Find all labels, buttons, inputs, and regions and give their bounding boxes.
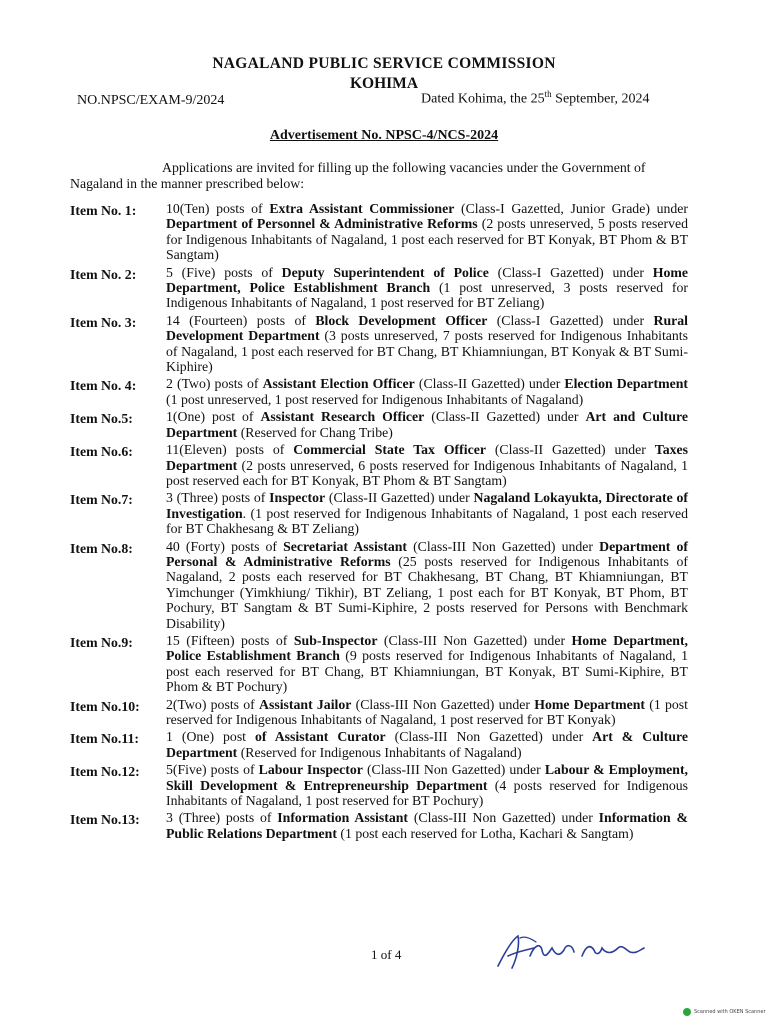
item-emphasis: Election Department	[564, 376, 688, 392]
item-emphasis: Labour Inspector	[258, 762, 363, 778]
item-emphasis: Extra Assistant Commissioner	[269, 201, 455, 216]
date-suffix: September, 2024	[551, 91, 650, 107]
item-emphasis: Information & Public Relations Department	[166, 810, 688, 841]
item-emphasis: Department of Personnel & Administrative Reforms	[166, 216, 478, 232]
scanner-watermark	[683, 1008, 766, 1016]
item-text-part: (Class-III Non Gazetted) under	[351, 696, 535, 712]
item-text-part: (Class-I Gazetted) under	[488, 264, 653, 280]
item-text-part: . (1 post reserved for Indigenous Inhabitants of Nagaland, 1 post each reserved for BT Chakhesang & BT Zeliang)	[166, 505, 688, 537]
item-text-part: (Reserved for Chang Tribe)	[237, 424, 393, 440]
vacancy-item	[70, 539, 690, 631]
item-text-part: (1 post each reserved for Lotha, Kachari & Sangtam)	[336, 825, 634, 841]
vacancy-item	[70, 376, 690, 407]
item-text-part: 40 (Forty) posts of	[166, 538, 284, 554]
item-label: Item No. 4:	[70, 378, 137, 394]
item-text-part: 5(Five) posts of	[166, 762, 259, 778]
item-text-part: 5 (Five) posts of	[166, 264, 282, 280]
item-label: Item No.9:	[70, 634, 133, 650]
item-description	[166, 442, 688, 488]
item-text-part: (2 posts unreserved, 6 posts reserved for Indigenous Inhabitants of Nagaland, 1 post reserved each for BT Konyak, BT Phom & BT Sangtam)	[166, 457, 688, 488]
item-text-part: (Class-III Non Gazetted) under	[377, 632, 572, 648]
vacancy-item	[70, 633, 690, 695]
item-text-part: 2(Two) posts of	[166, 696, 259, 712]
vacancy-item	[70, 729, 690, 760]
item-text-part: (Class-II Gazetted) under	[414, 376, 565, 392]
item-emphasis: Home Department	[534, 696, 645, 712]
item-text-part: 15 (Fifteen) posts of	[166, 632, 294, 648]
item-text-part: (Class-III Non Gazetted) under	[406, 538, 600, 554]
item-emphasis: Home Department, Police Establishment Branch	[166, 632, 688, 664]
item-description	[166, 697, 688, 728]
item-text-part: (Class-I Gazetted) under	[487, 312, 654, 328]
item-label: Item No.12:	[70, 764, 140, 780]
reference-number: NO.NPSC/EXAM-9/2024	[77, 93, 225, 108]
vacancy-item	[70, 265, 690, 311]
scanner-logo-icon	[683, 1008, 691, 1016]
item-emphasis: Art and Culture Department	[166, 409, 689, 440]
item-text-part: (Class-III Non Gazetted) under	[362, 762, 545, 778]
item-emphasis: Deputy Superintendent of Police	[281, 264, 489, 280]
item-description	[166, 313, 688, 375]
item-text-part: 3 (Three) posts of	[166, 490, 270, 506]
item-description	[166, 490, 688, 536]
item-label: Item No.7:	[70, 492, 133, 508]
advertisement-number: Advertisement No. NPSC-4/NCS-2024	[269, 128, 499, 143]
item-description	[166, 376, 688, 407]
vacancy-item	[70, 442, 690, 488]
vacancy-item	[70, 201, 690, 263]
item-text-part: (4 posts reserved for Indigenous Inhabitants of Nagaland, 1 post reserved for BT Pochury)	[166, 777, 689, 809]
vacancy-item	[70, 762, 690, 808]
item-emphasis: Sub-Inspector	[293, 632, 378, 648]
item-emphasis: Secretariat Assistant	[283, 538, 407, 554]
item-description	[166, 539, 688, 631]
item-text-part: (3 posts unreserved, 7 posts reserved for Indigenous Inhabitants of Nagaland, 1 post each reserved for BT Chang, BT Khiamniungan, BT Konyak & BT Sumi-Kiphire)	[166, 328, 689, 375]
item-emphasis: Home Department, Police Establishment Branch	[166, 264, 688, 296]
vacancy-item	[70, 409, 690, 440]
item-emphasis: Commercial State Tax Officer	[293, 442, 486, 458]
item-label: Item No.10:	[70, 698, 140, 714]
item-text-part: (2 posts unreserved, 5 posts reserved for Indigenous Inhabitants of Nagaland, 1 post each reserved for BT Konyak, BT Phom & BT Sangtam)	[166, 216, 688, 263]
item-text-part: 14 (Fourteen) posts of	[166, 312, 316, 328]
item-description	[166, 729, 688, 760]
item-description	[166, 265, 688, 311]
signature-icon	[490, 926, 650, 976]
date-line	[421, 89, 649, 108]
item-text-part: (Class-III Non Gazetted) under	[385, 729, 593, 745]
commission-place: KOHIMA	[349, 75, 419, 92]
item-emphasis: Assistant Election Officer	[262, 376, 415, 392]
date-sup: th	[544, 89, 552, 99]
item-text-part: (Class-II Gazetted) under	[325, 490, 474, 506]
item-text-part: (1 post unreserved, 3 posts reserved for Indigenous Inhabitants of Nagaland, 1 post reserved for BT Zeliang)	[166, 280, 688, 311]
item-description	[166, 810, 688, 841]
item-text-part: (Class-I Gazetted, Junior Grade) under	[454, 201, 689, 216]
page-number: 1 of 4	[371, 947, 402, 962]
item-text-part: 11(Eleven) posts of	[166, 442, 294, 458]
item-label: Item No.11:	[70, 731, 139, 747]
item-text-part: (9 posts reserved for Indigenous Inhabitants of Nagaland, 1 post each reserved for BT Chang, BT Khiamniungan, BT Konyak, BT Sumi-Kiphire, BT Phom & BT Pochury)	[166, 648, 688, 695]
item-text-part: (Class-II Gazetted) under	[485, 442, 655, 458]
item-label: Item No. 2:	[70, 266, 137, 282]
item-text-part: (Class-III Non Gazetted) under	[408, 810, 599, 826]
item-emphasis: of Assistant Curator	[255, 729, 386, 745]
item-description	[166, 201, 688, 263]
item-emphasis: Department of Personal & Administrative Reforms	[166, 538, 688, 569]
item-emphasis: Block Development Officer	[315, 312, 488, 328]
item-description	[166, 633, 688, 695]
vacancy-item	[70, 810, 690, 841]
item-emphasis: Labour & Employment, Skill Development & Entrepreneurship Department	[166, 762, 689, 793]
item-emphasis: Art & Culture Department	[166, 729, 689, 760]
item-text-part: 10(Ten) posts of	[166, 201, 270, 216]
item-emphasis: Taxes Department	[166, 442, 689, 473]
item-text-part: 3 (Three) posts of	[166, 810, 278, 826]
item-emphasis: Rural Development Department	[166, 312, 688, 344]
item-label: Item No. 3:	[70, 314, 137, 330]
item-emphasis: Assistant Research Officer	[260, 409, 425, 425]
scanner-label: Scanned with OKEN Scanner	[694, 1009, 766, 1015]
commission-title: NAGALAND PUBLIC SERVICE COMMISSION	[212, 55, 556, 72]
item-text-part: (1 post unreserved, 1 post reserved for Indigenous Inhabitants of Nagaland)	[166, 391, 584, 407]
vacancy-item	[70, 490, 690, 536]
date-prefix: Dated Kohima, the 25	[421, 91, 545, 107]
item-emphasis: Inspector	[269, 490, 326, 506]
item-text-part: (25 posts reserved for Indigenous Inhabitants of Nagaland, 2 posts each reserved for BT Chakhesang, BT Chang, BT Khiamniungan, BT Yimchunger (Yimkhiung/ Tikhir), BT Zeliang, 1 post each for BT Konyak, BT Phom, BT Pochury, BT Sangtam & BT Sumi-Kiphire, 2 posts reserved for Persons with Benchmark Disability)	[166, 553, 688, 631]
item-emphasis: Nagaland Lokayukta, Directorate of Investigation	[166, 490, 689, 521]
item-text-part: 1 (One) post	[166, 729, 255, 745]
item-label: Item No. 1:	[70, 203, 137, 218]
item-text-part: 2 (Two) posts of	[166, 376, 263, 392]
vacancy-items-list	[70, 201, 690, 843]
item-description	[166, 762, 688, 808]
item-emphasis: Information Assistant	[277, 810, 409, 826]
item-text-part: (Reserved for Indigenous Inhabitants of Nagaland)	[237, 744, 522, 760]
vacancy-item	[70, 313, 690, 375]
item-text-part: (Class-II Gazetted) under	[424, 409, 586, 425]
item-text-part: (1 post reserved for Indigenous Inhabitants of Nagaland, 1 post reserved for BT Konyak)	[166, 696, 688, 727]
item-label: Item No.8:	[70, 540, 133, 556]
item-description	[166, 409, 688, 440]
item-emphasis: Assistant Jailor	[259, 696, 352, 712]
item-text-part: 1(One) post of	[166, 409, 261, 425]
vacancy-item	[70, 697, 690, 728]
item-label: Item No.6:	[70, 444, 133, 460]
item-label: Item No.13:	[70, 812, 140, 828]
item-label: Item No.5:	[70, 411, 133, 427]
intro-paragraph: Applications are invited for filling up the following vacancies under the Government of Nagaland in the manner prescribed below:	[70, 160, 646, 191]
